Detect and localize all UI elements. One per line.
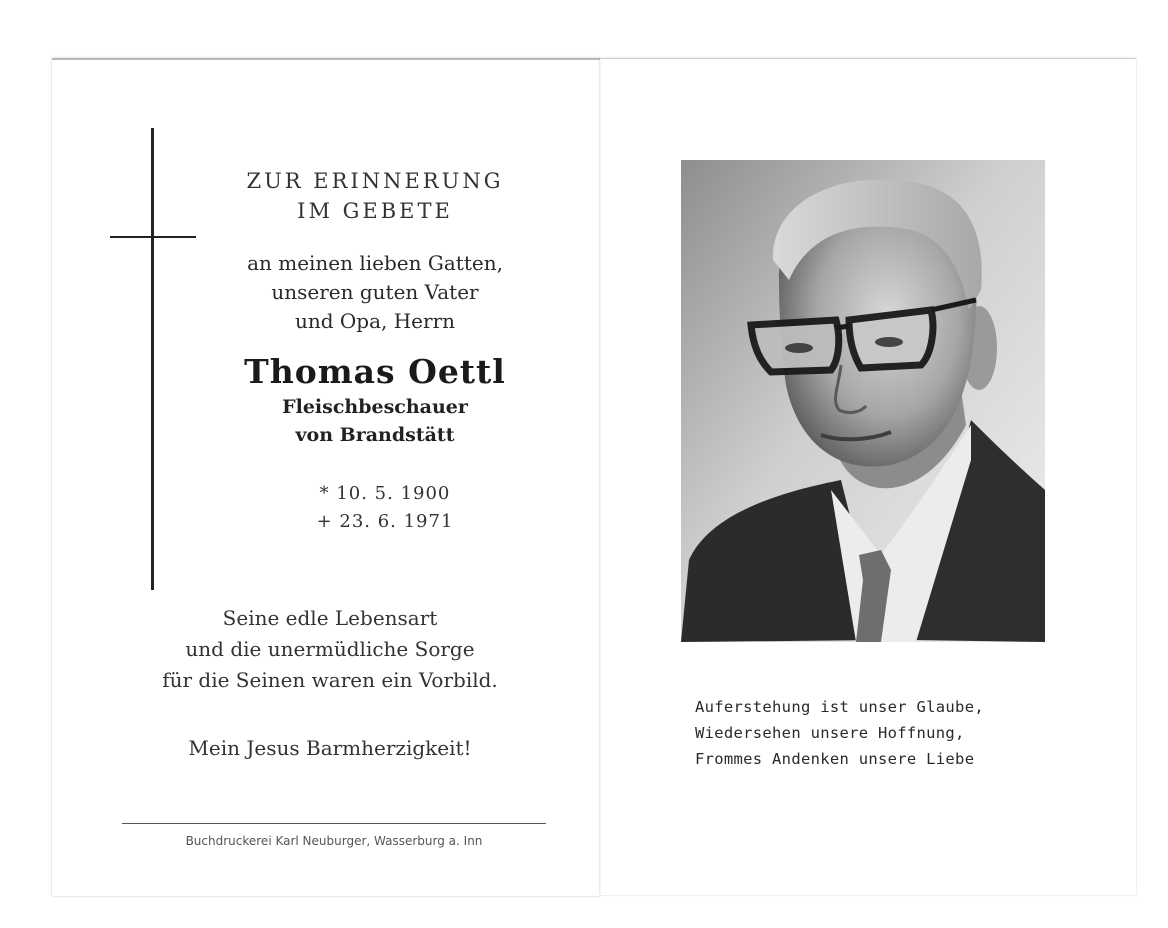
- quote-line-3: für die Seinen waren ein Vorbild.: [162, 668, 498, 692]
- quote-line-2: und die unermüdliche Sorge: [185, 637, 475, 661]
- life-dates: [180, 480, 590, 536]
- intro-line-1: an meinen lieben Gatten,: [247, 251, 503, 275]
- cross-icon-vertical: [151, 128, 154, 590]
- deceased-name: Thomas Oettl: [244, 352, 506, 391]
- portrait-photo: [681, 160, 1045, 642]
- heading-line-2: IM GEBETE: [297, 199, 453, 223]
- prayer-line: Mein Jesus Barmherzigkeit!: [188, 736, 472, 760]
- deceased-occupation: Fleischbeschauer: [282, 396, 468, 418]
- intro-line-2: unseren guten Vater: [271, 280, 479, 304]
- portrait-illustration: [681, 160, 1045, 642]
- heading-line-1: ZUR ERINNERUNG: [246, 169, 504, 193]
- printer-credit: Buchdruckerei Karl Neuburger, Wasserburg a. Inn: [185, 834, 483, 848]
- death-date: + 23. 6. 1971: [316, 511, 454, 532]
- deceased-block: [170, 352, 580, 449]
- quote-line-1: Seine edle Lebensart: [222, 606, 438, 630]
- motto-line-1: Auferstehung ist unser Glaube,: [695, 698, 984, 716]
- birth-date: * 10. 5. 1900: [319, 483, 451, 504]
- motto-line-2: Wiedersehen unsere Hoffnung,: [695, 724, 965, 742]
- motto-line-3: Frommes Andenken unsere Liebe: [695, 750, 975, 768]
- tribute-quote: [110, 603, 550, 696]
- memorial-motto: [695, 694, 1115, 772]
- footer-divider: [122, 823, 546, 824]
- intro-line-3: und Opa, Herrn: [294, 309, 456, 333]
- dedication-intro: [170, 249, 580, 336]
- memorial-heading: [170, 166, 580, 226]
- deceased-origin: von Brandstätt: [295, 424, 455, 446]
- card-fold: [599, 60, 601, 894]
- cross-icon-horizontal: [110, 236, 196, 238]
